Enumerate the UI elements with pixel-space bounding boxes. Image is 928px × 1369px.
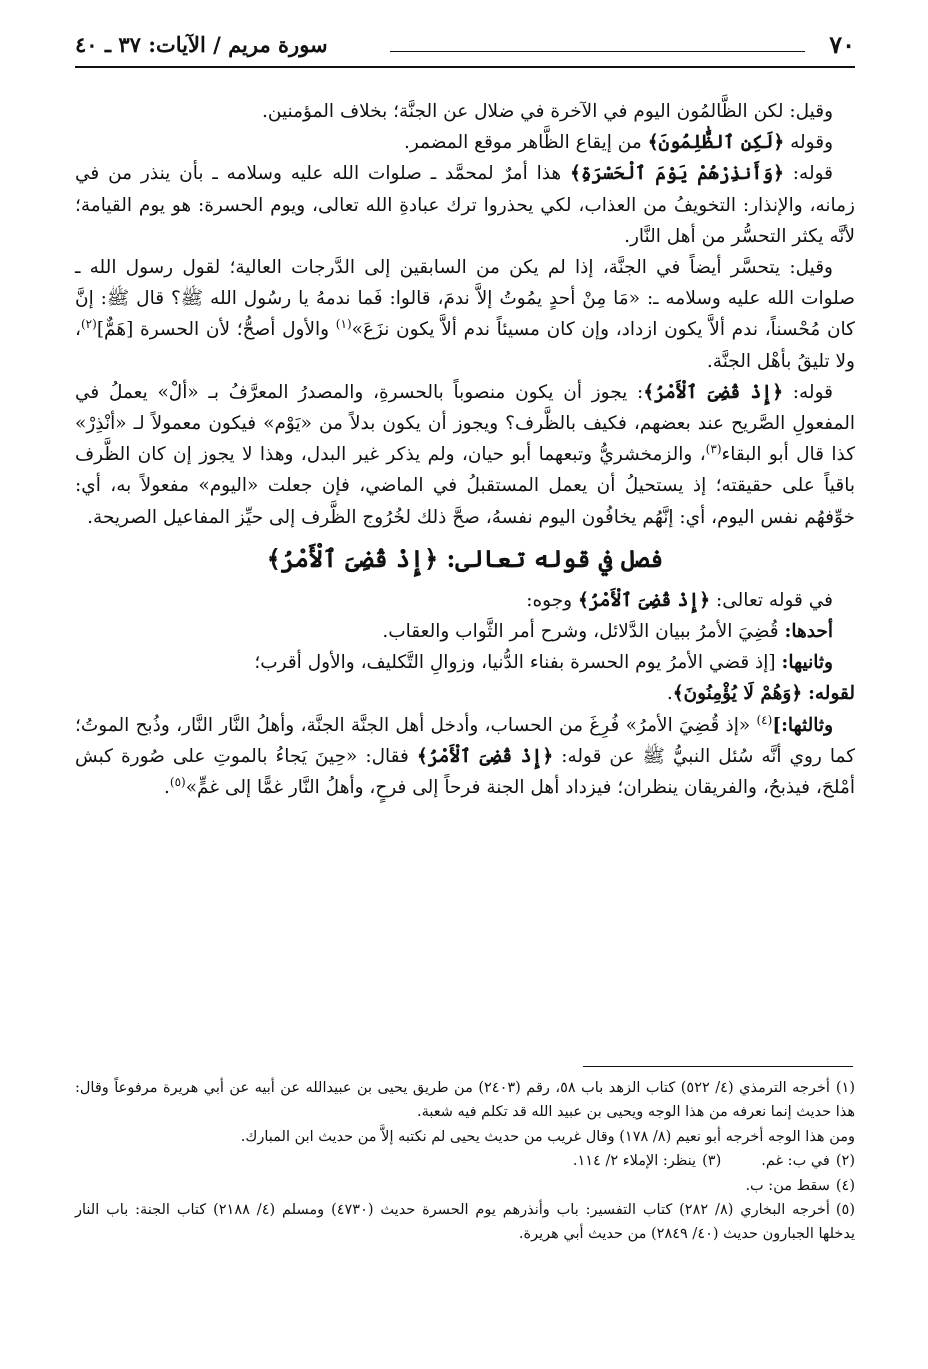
footnote-ref[interactable]: (١) [335,317,352,332]
paragraph [75,647,855,678]
footnotes [75,1076,855,1247]
list-label: وثالثها:] [772,714,833,736]
text: في قوله تعالى: [716,589,833,611]
quran-quote: ﴿إِذْ قُضِىَ ٱلْأَمْرُ﴾ [416,745,554,767]
paragraph [75,158,855,252]
footnote [75,1076,855,1125]
list-label: لقوله: [808,683,855,705]
text: هذا أمرٌ لمحمَّد ـ صلوات الله عليه وسلامه ـ بأن ينذر من في زمانه، والإنذار: التخويفُ من العذاب، لكي يحذروا ترك عبادةِ الله تعالى، ويوم الحسرة: هو يوم القيامة؛ لأنَّه يكثر التحسُّر من أهل النَّار. [75,163,855,247]
quran-quote: ﴿إِذْ قُضِىَ ٱلْأَمْرُ﴾ [643,381,784,403]
text: ، والزمخشريُّ وتبعهما أبو حيان، ولم يذكر غير البدل، وهذا لا يجوز إن كان الظَّرف باقياً على حقيقته؛ إذ يستحيلُ أن يعمل المستقبلُ في الماضي، فإن جعلت «اليوم» مفعولاً به، أي: خوِّفهُم نفس اليوم، أي: إنَّهُم يخافُون اليوم نفسهُ، صحَّ ذلك لخُرُوج الظَّرف إلى حيِّز المفاعيل الصريحة. [75,444,855,528]
paragraph [75,616,855,647]
text: وقيل: لكن الظَّالمُون اليوم في الآخرة في ضلال عن الجنَّة؛ بخلاف المؤمنين. [262,101,833,122]
text: والأول أصحُّ؛ لأن الحسرة [هَمٌّ] [96,319,330,341]
footnote-text: أخرجه البخاري (٨/ ٢٨٢) كتاب التفسير: باب وأنذرهم يوم الحسرة حديث (٤٧٣٠) ومسلم (٤/ ٢١٨٨) كتاب الجنة: باب النار يدخلها الجبارون حديث (٤٠/ ٢٨٤٩) من حديث أبي هريرة. [75,1202,855,1243]
footnote-ref[interactable]: (٢) [80,317,97,332]
footnote-text: سقط من: ب. [745,1177,830,1194]
page-header [75,30,855,64]
footnote [75,1174,855,1198]
paragraph [75,127,855,158]
text: قوله: [792,163,833,185]
footnote-ref[interactable]: (٤) [756,712,773,727]
footnote-number: (٥) [835,1202,855,1219]
footnote-text: أخرجه الترمذي (٤/ ٥٢٢) كتاب الزهد باب ٥٨، رقم (٢٤٠٣) من طريق يحيى بن عبيدالله عن أبيه عن أبي هريرة مرفوعاً وقال: هذا حديث إنما نعرفه من هذا الوجه ويحيى بن عبيد الله قد تكلم فيه شعبة. [75,1080,855,1121]
text: وجوه: [526,589,573,611]
footnote-row [75,1149,855,1173]
text: من إيقاع الظَّاهر موقع المضمر. [403,132,642,154]
quran-quote: ﴿إِذْ قُضِىَ ٱلْأَمْرُ﴾ [578,589,711,611]
paragraph [75,252,855,377]
text: : يجوز أن يكون منصوباً بالحسرةِ، والمصدرُ المعرَّفُ بـ «ألْ» يعملُ في المفعولِ الصَّريح عند بعضهم، فكيف بالظَّرف؟ ويجوز أن يكون بدلاً من «يَوْم» فيكون معمولاً لـ «أنْذِرْ» كذا قال أبو البقاء [75,381,855,466]
text: قوله: [792,381,833,403]
footnote-number: (١) [835,1080,856,1096]
footnote-number: (٣) [702,1153,722,1170]
text: ، ولا تليقُ بأهْل الجنَّة. [75,319,855,372]
paragraph [75,96,855,127]
paragraph [75,710,855,804]
list-label: وثانيها: [781,652,833,674]
footnote-number: (٢) [835,1153,855,1170]
quran-quote: ﴿وَهُمْ لَا يُؤْمِنُونَ﴾ [672,683,803,705]
text: «إذ قُضِيَ الأمرُ» فُرِغَ من الحساب، وأدخل أهل الجنَّة الجنَّة، وأهلُ النَّار النَّار، وذُبح الموتُ؛ كما روي أنَّه سُئل النبيُّ ﷺ عن قوله: [75,714,855,767]
main-text [75,96,855,803]
text: وقوله [790,132,833,154]
text: [إذ قضي الأمرُ يوم الحسرة بفناء الدُّنيا، وزوالِ التَّكليف، والأول أقرب؛ [254,652,776,674]
text: قُضِيَ الأمرُ ببيان الدَّلائل، وشرح أمر الثَّواب والعقاب. [382,621,779,643]
section-heading-text: فصل في قوله تعالى: [446,543,664,573]
footnote-text: ينظر: الإملاء ٢/ ١١٤. [572,1153,697,1170]
footnote [761,1149,855,1173]
footnote-number: (٤) [835,1177,855,1194]
text: . [666,683,673,705]
footnote-text: في ب: غم. [761,1153,830,1170]
text: . [164,777,170,799]
header-rule [75,66,855,68]
footnote [573,1149,721,1173]
page-number: ٧٠ [829,30,855,59]
list-label: أحدها: [784,621,833,643]
paragraph [75,678,855,709]
paragraph [75,585,855,616]
footnote-ref[interactable]: (٣) [705,442,722,457]
footnote [75,1198,855,1247]
footnote-continuation [75,1125,855,1149]
section-heading [75,533,855,585]
running-title: سورة مريم / الآيات: ٣٧ ـ ٤٠ [75,32,328,57]
quran-quote: ﴿لَكِنِ ٱلظَّٰلِمُونَ﴾ [647,132,785,154]
paragraph [75,377,855,533]
quran-quote: ﴿وَأَنذِرْهُمْ يَوْمَ ٱلْحَسْرَةِ﴾ [570,163,784,185]
footnote-text: ومن هذا الوجه أخرجه أبو نعيم (٨/ ١٧٨) وقال غريب من حديث يحيى لم نكتبه إلاَّ من حديث ابن المبارك. [240,1128,855,1145]
header-dash-rule [390,51,805,52]
footnote-ref[interactable]: (٥) [169,774,186,789]
text: وقيل: يتحسَّر أيضاً في الجنَّة، إذا لم يكن من السابقين إلى الدَّرجات العالية؛ لقول رسول الله ـ صلوات الله عليه وسلامه ـ: «مَا مِنْ أحدٍ يمُوتُ إلاَّ ندمَ، قالوا: فَما ندمهُ يا رسُول الله ﷺ؟ قال ﷺ: إنَّ كان مُحْسناً، ندم ألاَّ يكون ازداد، وإن كان مسيئاً ندم ألاَّ يكون نزَعَ» [75,257,855,341]
quran-quote: ﴿إِذْ قُضِىَ ٱلْأَمْرُ﴾ [266,543,439,573]
text: فقال: «حِينَ يَجاءُ بالموتِ على صُورة كبش أمْلحَ، فيذبحُ، والفريقان ينظران؛ فيزداد أهل الجنة فرحاً إلى فرحٍ، وأهلُ النَّار غمًّا إلى غمٍّ» [75,745,855,799]
footnote-divider [583,1066,853,1067]
